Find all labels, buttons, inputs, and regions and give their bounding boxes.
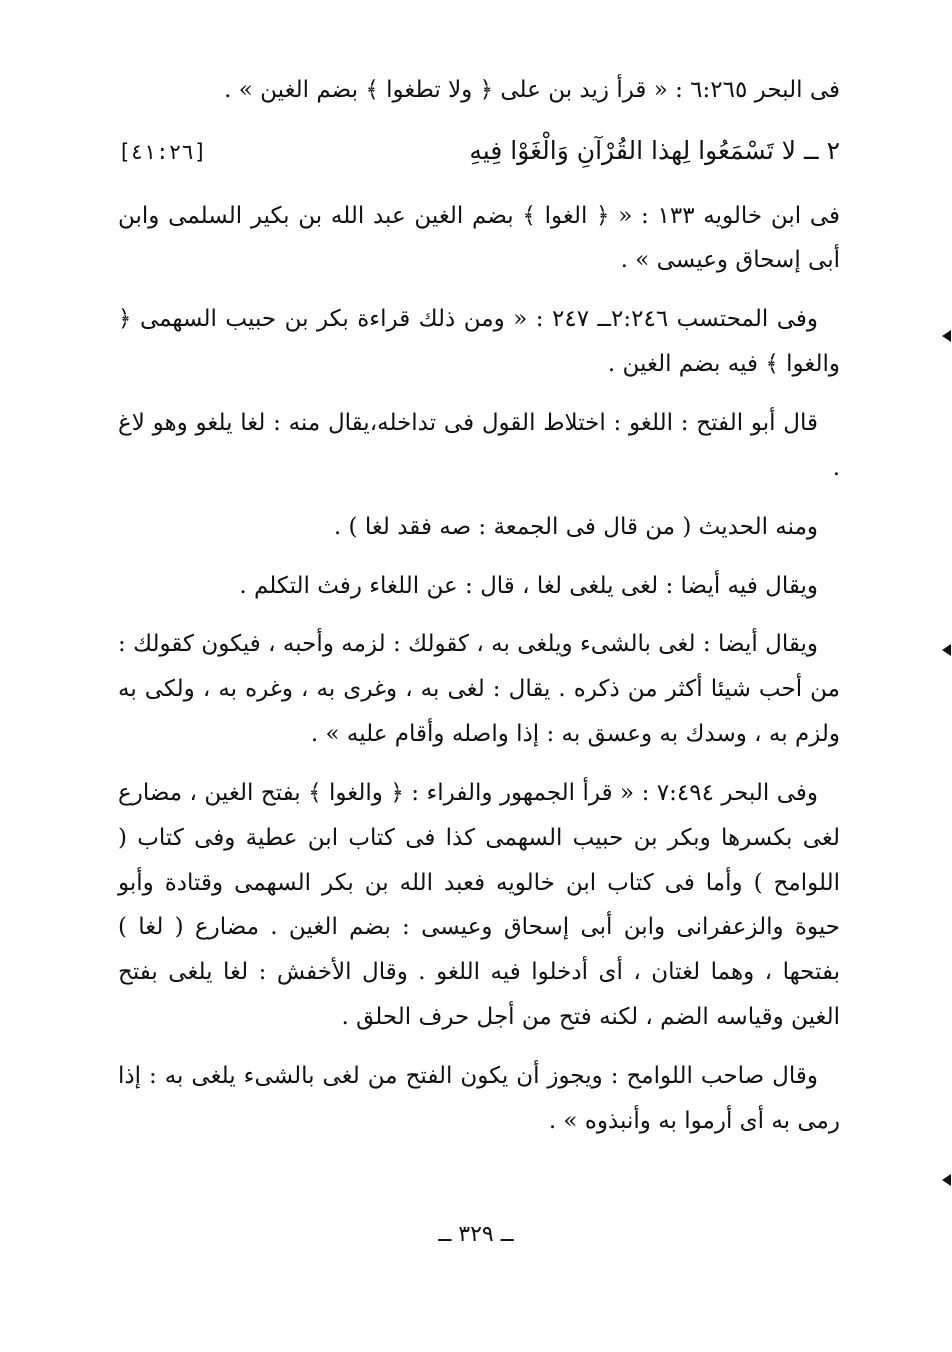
paragraph-yuqal-2: ويقال أيضا : لغى بالشىء ويلغى به ، كقولك : لزمه وأحبه ، فيكون كقولك : من أحب شيئا أكثر من ذكره . يقال : لغى به ، وغرى به ، وغره به ، ولكى به ولزم به ، وسدك به وعسق به : إذا واصله وأقام عليه » .	[118, 631, 840, 748]
page-number: ــ ٣٢٩ ــ	[438, 1222, 514, 1247]
paragraph-hadith: ومنه الحديث ( من قال فى الجمعة : صه فقد لغا ) .	[333, 513, 818, 540]
margin-mark-icon	[942, 330, 951, 342]
verse-heading	[118, 127, 840, 176]
paragraph-muhtasab: وفى المحتسب ٢:٢٤٦ــ ٢٤٧ : « ومن ذلك قراءة بكر بن حبيب السهمى ﴿ والغوا ﴾ فيه بضم الغين .	[118, 306, 840, 378]
page-body	[118, 68, 840, 1158]
verse-reference: [٤١:٢٦]	[118, 139, 207, 164]
paragraph-bahr-2: وفى البحر ٧:٤٩٤ : « قرأ الجمهور والفراء : ﴿ والغوا ﴾ بفتح الغين ، مضارع لغى بكسرها وبكر بن حبيب السهمى كذا فى كتاب ابن عطية وفى كتاب ( اللوامح ) وأما فى كتاب ابن خالويه فعبد الله بن بكر السهمى وقتادة وأبو حيوة والزعفرانى وابن أبى إسحاق وعيسى : بضم الغين . مضارع ( لغا ) بفتحها ، وهما لغتان ، أى أدخلوا فيه اللغو . وقال الأخفش : لغا يلغى بفتح الغين وقياسه الضم ، لكنه فتح من أجل حرف الحلق .	[118, 779, 840, 1031]
verse-text: ٢ ــ لا تَسْمَعُوا لِهذا القُرْآنِ وَالْغَوْا فِيهِ	[469, 135, 840, 165]
margin-mark-icon	[942, 1174, 951, 1186]
paragraph-khalawayh: فى ابن خالويه ١٣٣ : « ﴿ الغوا ﴾ بضم الغين عبد الله بن بكير السلمى وابن أبى إسحاق وعيسى » .	[118, 202, 841, 274]
paragraph-bahr-1: فى البحر ٦:٢٦٥ : « قرأ زيد بن على ﴿ ولا تطغوا ﴾ بضم الغين » .	[224, 77, 840, 103]
paragraph-lawamih: وقال صاحب اللوامح : ويجوز أن يكون الفتح من لغى بالشىء يلغى به : إذا رمى به أى أرموا به وأنبذوه » .	[118, 1062, 840, 1134]
paragraph-yuqal-1: ويقال فيه أيضا : لغى يلغى لغا ، قال : عن اللغاء رفث التكلم .	[239, 572, 818, 599]
paragraph-abu-alfath: قال أبو الفتح : اللغو : اختلاط القول فى تداخله،يقال منه : لغا يلغو وهو لاغ .	[118, 409, 840, 481]
margin-mark-icon	[942, 644, 951, 656]
